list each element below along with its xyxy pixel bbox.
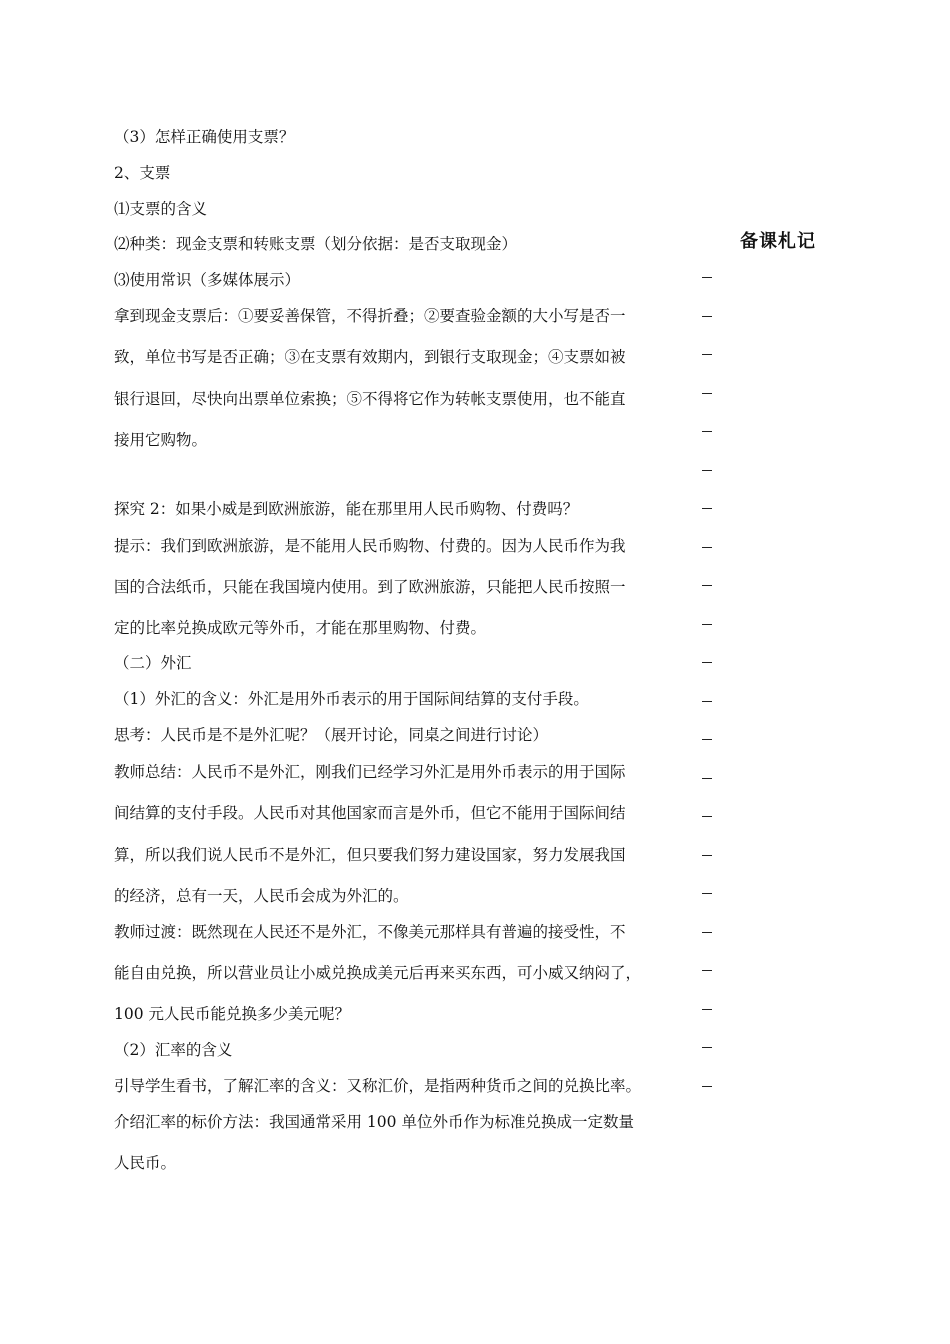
text-line: ⑴支票的含义 <box>114 200 208 218</box>
note-dash <box>702 624 712 625</box>
text-line: （3）怎样正确使用支票？ <box>114 128 295 146</box>
text-line: 思考：人民币是不是外汇呢？（展开讨论，同桌之间进行讨论） <box>114 726 549 744</box>
text-line: 间结算的支付手段。人民币对其他国家而言是外币，但它不能用于国际间结 <box>114 804 626 822</box>
text-line: 引导学生看书，了解汇率的含义：又称汇价，是指两种货币之间的兑换比率。 <box>114 1077 642 1095</box>
text-line: 人民币。 <box>114 1154 177 1172</box>
text-line: 能自由兑换，所以营业员让小威兑换成美元后再来买东西，可小威又纳闷了， <box>114 964 642 982</box>
note-dash <box>702 739 712 740</box>
note-dash <box>702 893 712 894</box>
text-line: 提示：我们到欧洲旅游，是不能用人民币购物、付费的。因为人民币作为我 <box>114 537 626 555</box>
note-dash <box>702 1009 712 1010</box>
text-line: 教师总结：人民币不是外汇，刚我们已经学习外汇是用外币表示的用于国际 <box>114 763 626 781</box>
text-line: 介绍汇率的标价方法：我国通常采用 100 单位外币作为标准兑换成一定数量 <box>114 1113 634 1131</box>
note-dash <box>702 277 712 278</box>
note-dash <box>702 547 712 548</box>
sidebar-title: 备课札记 <box>740 231 816 252</box>
note-dash <box>702 1086 712 1087</box>
note-dash <box>702 816 712 817</box>
note-dash <box>702 701 712 702</box>
text-line: （1）外汇的含义：外汇是用外币表示的用于国际间结算的支付手段。 <box>114 690 589 708</box>
section-heading: （二）外汇 <box>114 654 192 672</box>
section-heading: （2）汇率的含义 <box>114 1041 233 1059</box>
text-line: 100 元人民币能兑换多少美元呢？ <box>114 1005 351 1023</box>
note-dash <box>702 932 712 933</box>
text-line: 教师过渡：既然现在人民还不是外汇，不像美元那样具有普遍的接受性，不 <box>114 923 626 941</box>
note-dash <box>702 393 712 394</box>
text-line: ⑶使用常识（多媒体展示） <box>114 271 301 289</box>
note-dash <box>702 316 712 317</box>
text-line: 算，所以我们说人民币不是外汇，但只要我们努力建设国家，努力发展我国 <box>114 846 626 864</box>
text-line: 银行退回，尽快向出票单位索换；⑤不得将它作为转帐支票使用，也不能直 <box>114 390 626 408</box>
note-dash <box>702 855 712 856</box>
note-dash <box>702 508 712 509</box>
text-line: 2、支票 <box>114 164 171 182</box>
text-line: 定的比率兑换成欧元等外币，才能在那里购物、付费。 <box>114 619 487 637</box>
note-dash <box>702 778 712 779</box>
text-line: 拿到现金支票后：①要妥善保管，不得折叠；②要查验金额的大小写是否一 <box>114 307 626 325</box>
text-line: ⑵种类：现金支票和转账支票（划分依据：是否支取现金） <box>114 235 518 253</box>
text-line: 的经济，总有一天，人民币会成为外汇的。 <box>114 887 409 905</box>
text-line: 接用它购物。 <box>114 431 208 449</box>
note-dash <box>702 470 712 471</box>
note-dash <box>702 1047 712 1048</box>
note-dash <box>702 970 712 971</box>
note-dash <box>702 585 712 586</box>
text-line: 探究 2：如果小威是到欧洲旅游，能在那里用人民币购物、付费吗？ <box>114 500 579 518</box>
text-line: 致，单位书写是否正确；③在支票有效期内，到银行支取现金；④支票如被 <box>114 348 626 366</box>
note-dash <box>702 354 712 355</box>
note-dash <box>702 662 712 663</box>
text-line: 国的合法纸币，只能在我国境内使用。到了欧洲旅游，只能把人民币按照一 <box>114 578 626 596</box>
note-dash <box>702 431 712 432</box>
